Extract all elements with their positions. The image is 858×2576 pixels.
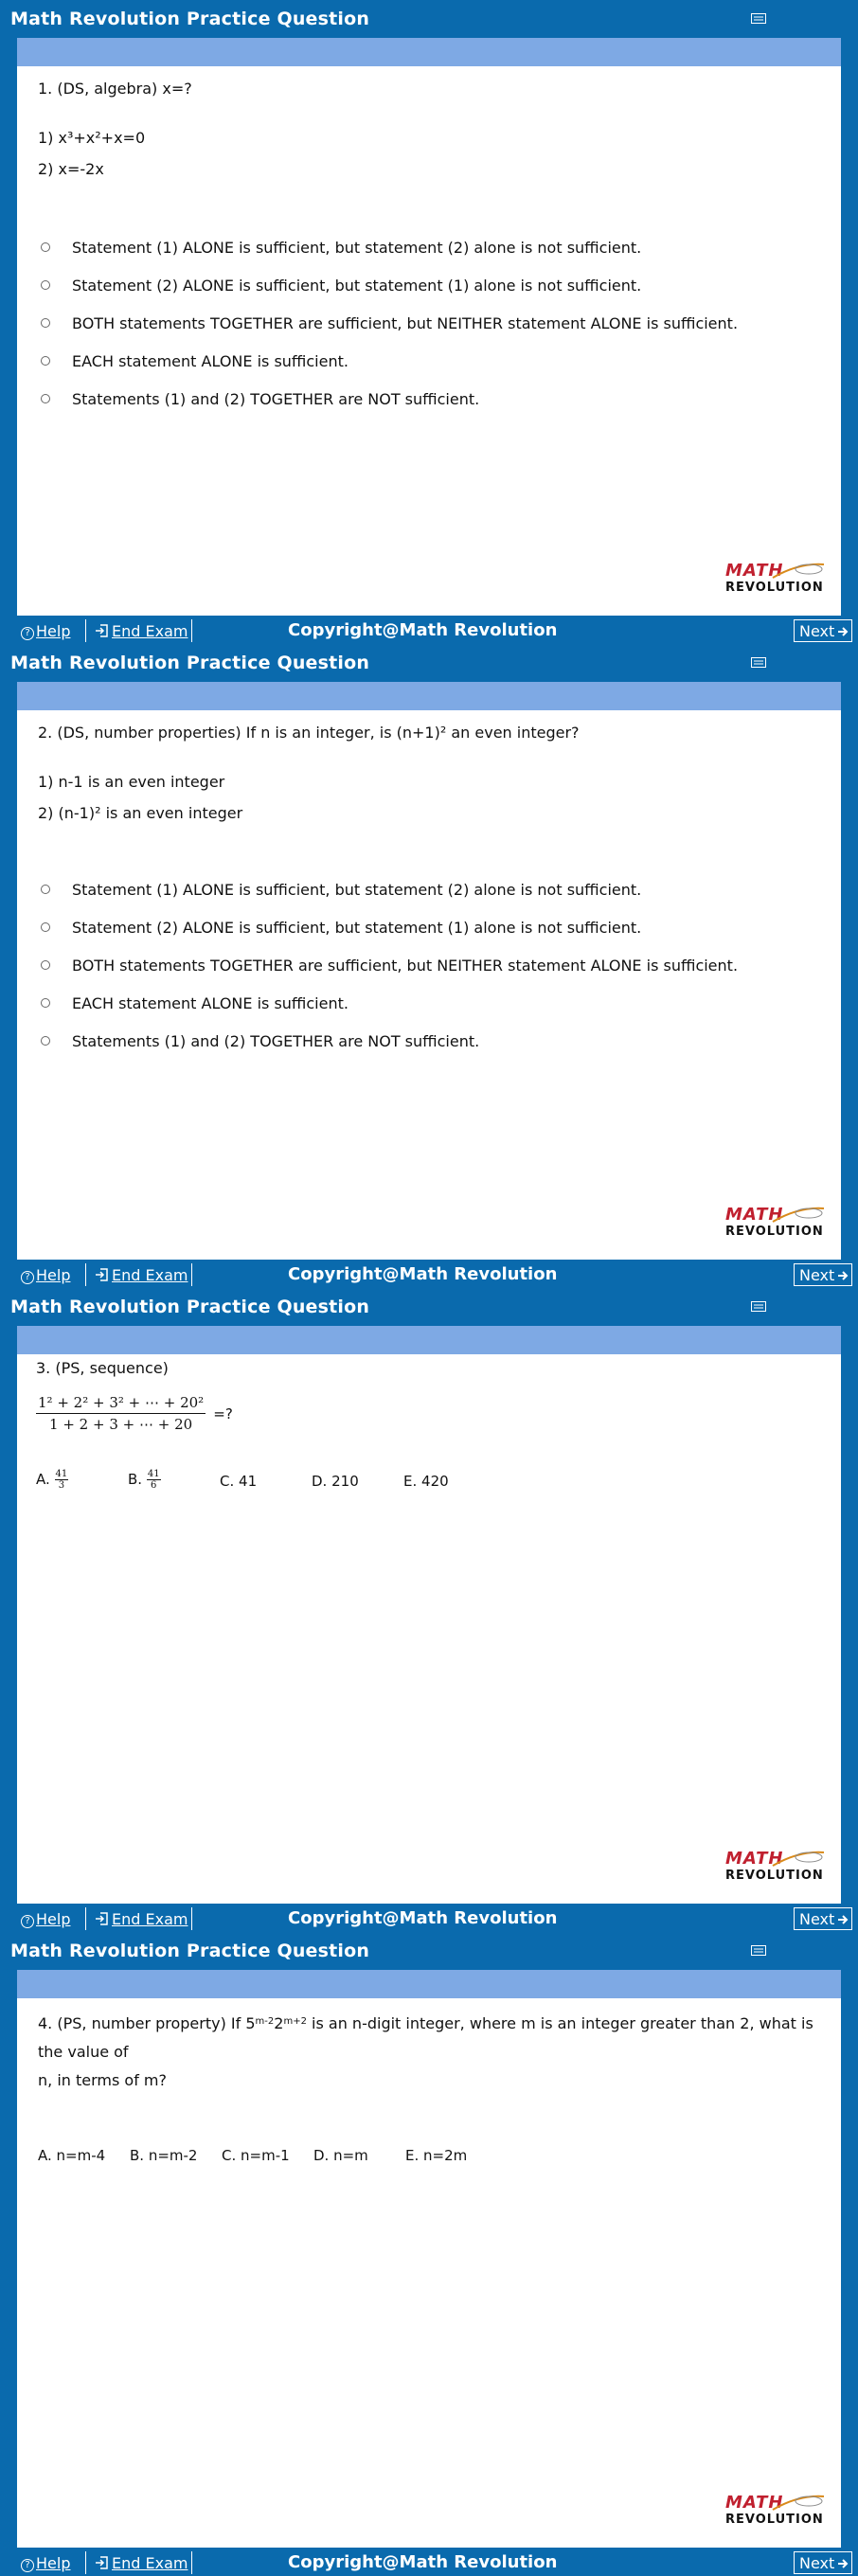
window-title: Math Revolution Practice Question (10, 9, 370, 29)
radio-button-icon[interactable] (41, 394, 50, 403)
logo-swoosh-icon (771, 1205, 826, 1224)
question-prompt: 2. (DS, number properties) If n is an integer, is (n+1)² an even integer? (38, 724, 580, 742)
math-revolution-logo: MATH REVOLUTION (725, 1205, 825, 1252)
option-label: Statements (1) and (2) TOGETHER are NOT sufficient. (72, 1032, 480, 1050)
question-panel (17, 1354, 841, 1904)
fraction (36, 1394, 206, 1433)
window-title: Math Revolution Practice Question (10, 1297, 370, 1317)
option-label: Statement (1) ALONE is sufficient, but statement (2) alone is not sufficient. (72, 881, 642, 899)
radio-button-icon[interactable] (41, 280, 50, 290)
next-button[interactable]: Next (794, 1263, 852, 1286)
answer-option[interactable] (38, 1030, 824, 1053)
help-button[interactable]: ? Help (21, 619, 86, 642)
answer-option[interactable] (38, 388, 824, 411)
radio-button-icon[interactable] (41, 885, 50, 894)
help-circle-icon: ? (21, 2559, 34, 2572)
fraction-numerator: 1² + 2² + 3² + ⋯ + 20² (36, 1394, 206, 1414)
next-arrow-icon (837, 2558, 849, 2569)
math-revolution-logo: MATH REVOLUTION (725, 2493, 825, 2540)
sub-header-bar (17, 1326, 841, 1354)
choice-b[interactable]: B. n=m-2 (130, 2147, 198, 2164)
end-exam-exit-icon (95, 1912, 108, 1925)
title-bar (0, 1288, 858, 1326)
copyright-text: Copyright@Math Revolution (288, 620, 558, 640)
radio-button-icon[interactable] (41, 998, 50, 1008)
sub-header-bar (17, 1970, 841, 1998)
option-label: BOTH statements TOGETHER are sufficient, but NEITHER statement ALONE is sufficient. (72, 957, 739, 975)
logo-swoosh-icon (771, 2493, 826, 2512)
logo-swoosh-icon (771, 1849, 826, 1868)
window-restore-icon[interactable] (751, 657, 766, 668)
choice-c[interactable]: C. n=m-1 (222, 2147, 290, 2164)
statement-2: 2) (n-1)² is an even integer (38, 804, 243, 822)
choice-fraction: $\frac{41}{3}$ (55, 1469, 68, 1491)
window-title: Math Revolution Practice Question (10, 653, 370, 673)
math-revolution-logo: MATH REVOLUTION (725, 1849, 825, 1896)
help-circle-icon: ? (21, 1271, 34, 1284)
next-arrow-icon (837, 1914, 849, 1925)
option-label: BOTH statements TOGETHER are sufficient, but NEITHER statement ALONE is sufficient. (72, 314, 739, 332)
choice-c[interactable]: C. 41 (220, 1473, 258, 1490)
option-label: Statements (1) and (2) TOGETHER are NOT sufficient. (72, 390, 480, 408)
choice-e[interactable]: E. n=2m (405, 2147, 468, 2164)
end-exam-exit-icon (95, 624, 108, 637)
answer-option[interactable] (38, 879, 824, 902)
footer-bar (17, 616, 858, 644)
radio-button-icon[interactable] (41, 1036, 50, 1046)
fraction-denominator: 1 + 2 + 3 + ⋯ + 20 (49, 1416, 193, 1433)
answer-option[interactable] (38, 237, 824, 259)
help-button[interactable]: ? Help (21, 2551, 86, 2574)
radio-button-icon[interactable] (41, 922, 50, 932)
help-button[interactable]: ? Help (21, 1907, 86, 1930)
end-exam-exit-icon (95, 1268, 108, 1281)
title-bar (0, 1932, 858, 1970)
equals-question: =? (213, 1404, 233, 1422)
option-label: EACH statement ALONE is sufficient. (72, 994, 349, 1012)
window-restore-icon[interactable] (751, 1945, 766, 1956)
radio-button-icon[interactable] (41, 960, 50, 970)
question-prompt: 3. (PS, sequence) (36, 1359, 169, 1377)
answer-option[interactable] (38, 955, 824, 977)
choice-e[interactable]: E. 420 (403, 1473, 449, 1490)
question-prompt: 1. (DS, algebra) x=? (38, 80, 192, 98)
next-button[interactable]: Next (794, 1907, 852, 1930)
question-prompt: 4. (PS, number property) If $5^{m-2}2^{m+2}$ is an n-digit integer, where m is an integer greater than 2, what is the value of n, in terms of m? (38, 2014, 813, 2089)
footer-bar (17, 1260, 858, 1288)
fraction-expression (36, 1394, 233, 1433)
end-exam-button[interactable]: End Exam (87, 1907, 192, 1930)
window-title: Math Revolution Practice Question (10, 1941, 370, 1961)
option-label: Statement (2) ALONE is sufficient, but statement (1) alone is not sufficient. (72, 919, 642, 937)
title-bar (0, 644, 858, 682)
answer-option[interactable] (38, 350, 824, 373)
help-circle-icon: ? (21, 1915, 34, 1928)
end-exam-button[interactable]: End Exam (87, 619, 192, 642)
statement-1: 1) x³+x²+x=0 (38, 129, 146, 147)
footer-bar (17, 1904, 858, 1932)
statement-1: 1) n-1 is an even integer (38, 773, 225, 791)
copyright-text: Copyright@Math Revolution (288, 2552, 558, 2572)
choice-b[interactable]: B. $\frac{41}{6}$ (128, 1469, 160, 1491)
logo-swoosh-icon (771, 561, 826, 580)
question-panel (17, 66, 841, 616)
next-button[interactable]: Next (794, 619, 852, 642)
help-circle-icon: ? (21, 627, 34, 640)
radio-button-icon[interactable] (41, 318, 50, 328)
question-screen-1 (0, 0, 858, 644)
window-restore-icon[interactable] (751, 13, 766, 24)
copyright-text: Copyright@Math Revolution (288, 1908, 558, 1928)
choice-a[interactable]: A. $\frac{41}{3}$ (36, 1469, 68, 1491)
window-restore-icon[interactable] (751, 1301, 766, 1312)
next-arrow-icon (837, 626, 849, 637)
end-exam-button[interactable]: End Exam (87, 2551, 192, 2574)
question-screen-2 (0, 644, 858, 1288)
answer-option[interactable] (38, 275, 824, 297)
answer-option[interactable] (38, 313, 824, 335)
answer-option[interactable] (38, 917, 824, 939)
title-bar (0, 0, 858, 38)
sub-header-bar (17, 38, 841, 66)
next-button[interactable]: Next (794, 2551, 852, 2574)
question-panel (17, 710, 841, 1260)
option-label: Statement (2) ALONE is sufficient, but statement (1) alone is not sufficient. (72, 277, 642, 295)
statement-2: 2) x=-2x (38, 160, 104, 178)
question-screen-3 (0, 1288, 858, 1932)
next-arrow-icon (837, 1270, 849, 1281)
radio-button-icon[interactable] (41, 356, 50, 366)
option-label: EACH statement ALONE is sufficient. (72, 352, 349, 370)
footer-bar (17, 2548, 858, 2576)
math-revolution-logo: MATH REVOLUTION (725, 561, 825, 608)
sub-header-bar (17, 682, 841, 710)
end-exam-button[interactable]: End Exam (87, 1263, 192, 1286)
choice-a[interactable]: A. n=m-4 (38, 2147, 106, 2164)
question-panel (17, 1998, 841, 2548)
copyright-text: Copyright@Math Revolution (288, 1264, 558, 1284)
end-exam-exit-icon (95, 2556, 108, 2569)
choice-d[interactable]: D. 210 (312, 1473, 359, 1490)
choice-fraction: $\frac{41}{6}$ (147, 1469, 160, 1491)
question-screen-4 (0, 1932, 858, 2576)
help-button[interactable]: ? Help (21, 1263, 86, 1286)
option-label: Statement (1) ALONE is sufficient, but statement (2) alone is not sufficient. (72, 239, 642, 257)
answer-option[interactable] (38, 993, 824, 1015)
choice-d[interactable]: D. n=m (313, 2147, 368, 2164)
radio-button-icon[interactable] (41, 242, 50, 252)
